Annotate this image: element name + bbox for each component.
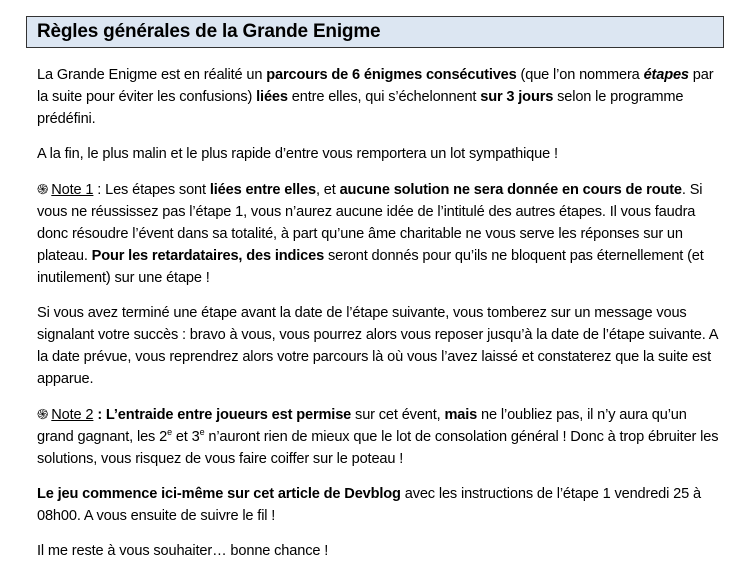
page-title: Règles générales de la Grande Enigme (37, 21, 381, 42)
text-segment: La Grande Enigme est en réalité un (37, 67, 267, 83)
text-segment: avec les instructions de l’étape 1 vendredi 25 à 08h00. A vous ensuite de suivre le fil ! (37, 486, 701, 524)
text-segment: A la fin, le plus malin et le plus rapide d’entre vous remportera un lot sympathique ! (37, 146, 558, 162)
text-segment: liées entre elles (209, 182, 316, 198)
swirl-icon: ֍ (37, 181, 49, 197)
text-segment: selon le programme prédéfini. (37, 89, 684, 127)
text-segment: : Les étapes sont (93, 182, 210, 198)
text-segment: mais (444, 407, 478, 423)
swirl-icon: ֍ (37, 406, 49, 422)
paragraph (37, 143, 727, 165)
text-segment: parcours de 6 énigmes consécutives (266, 67, 517, 83)
text-segment: et 3 (171, 429, 200, 445)
paragraph (37, 64, 727, 130)
text-segment: . Si vous ne réussissez pas l’étape 1, vous n’aurez aucune idée de l’intitulé des autres étapes. Il vous faudra donc résoudre l’évent dans sa totalité, à part qu’une âme charitable ne vous serve les réponses sur un plateau. (37, 182, 703, 264)
note-label: Note 2 (51, 407, 94, 423)
text-segment: étapes (643, 67, 689, 83)
text-segment: Pour les retardataires, des indices (91, 248, 325, 264)
text-segment: par la suite pour éviter les confusions) (37, 67, 714, 105)
section-header (26, 16, 724, 48)
note-paragraph (37, 178, 727, 289)
text-segment: aucune solution ne sera donnée en cours de route (339, 182, 682, 198)
text-segment: e (167, 427, 172, 438)
paragraph (37, 302, 727, 390)
text-segment: e (199, 427, 205, 438)
text-segment: Si vous avez terminé une étape avant la date de l’étape suivante, vous tomberez sur un message vous signalant votre succès : bravo à vous, vous pourrez alors vous reposer jusqu’à la date de l’étape suivante. A la date prévue, vous reprendrez alors votre parcours là où vous l’avez laissé et constaterez que la suite est apparue. (37, 305, 718, 387)
paragraph (37, 483, 727, 527)
text-segment: liées (256, 89, 288, 105)
text-segment: , et (316, 182, 340, 198)
note-paragraph (37, 403, 727, 470)
text-segment: sur cet évent, (351, 407, 445, 423)
text-segment: ne l’oubliez pas, il n’y aura qu’un grand gagnant, les 2 (37, 407, 687, 445)
text-segment: n’auront rien de mieux que le lot de consolation général ! Donc à trop ébruiter les solutions, vous risquez de vous faire coiffer sur le poteau ! (37, 429, 719, 467)
document-body (37, 64, 727, 575)
paragraph (37, 540, 727, 562)
text-segment: sur 3 jours (480, 89, 554, 105)
text-segment: Le jeu commence ici-même sur cet article de Devblog (37, 486, 401, 502)
text-segment: entre elles, qui s’échelonnent (287, 89, 481, 105)
note-label: Note 1 (51, 182, 94, 198)
text-segment: (que l’on nommera (516, 67, 644, 83)
text-segment: Il me reste à vous souhaiter… bonne chance ! (37, 543, 329, 559)
text-segment: seront donnés pour qu’ils ne bloquent pas éternellement (et inutilement) sur une étape ! (37, 248, 704, 286)
text-segment: : L’entraide entre joueurs est permise (97, 407, 352, 423)
